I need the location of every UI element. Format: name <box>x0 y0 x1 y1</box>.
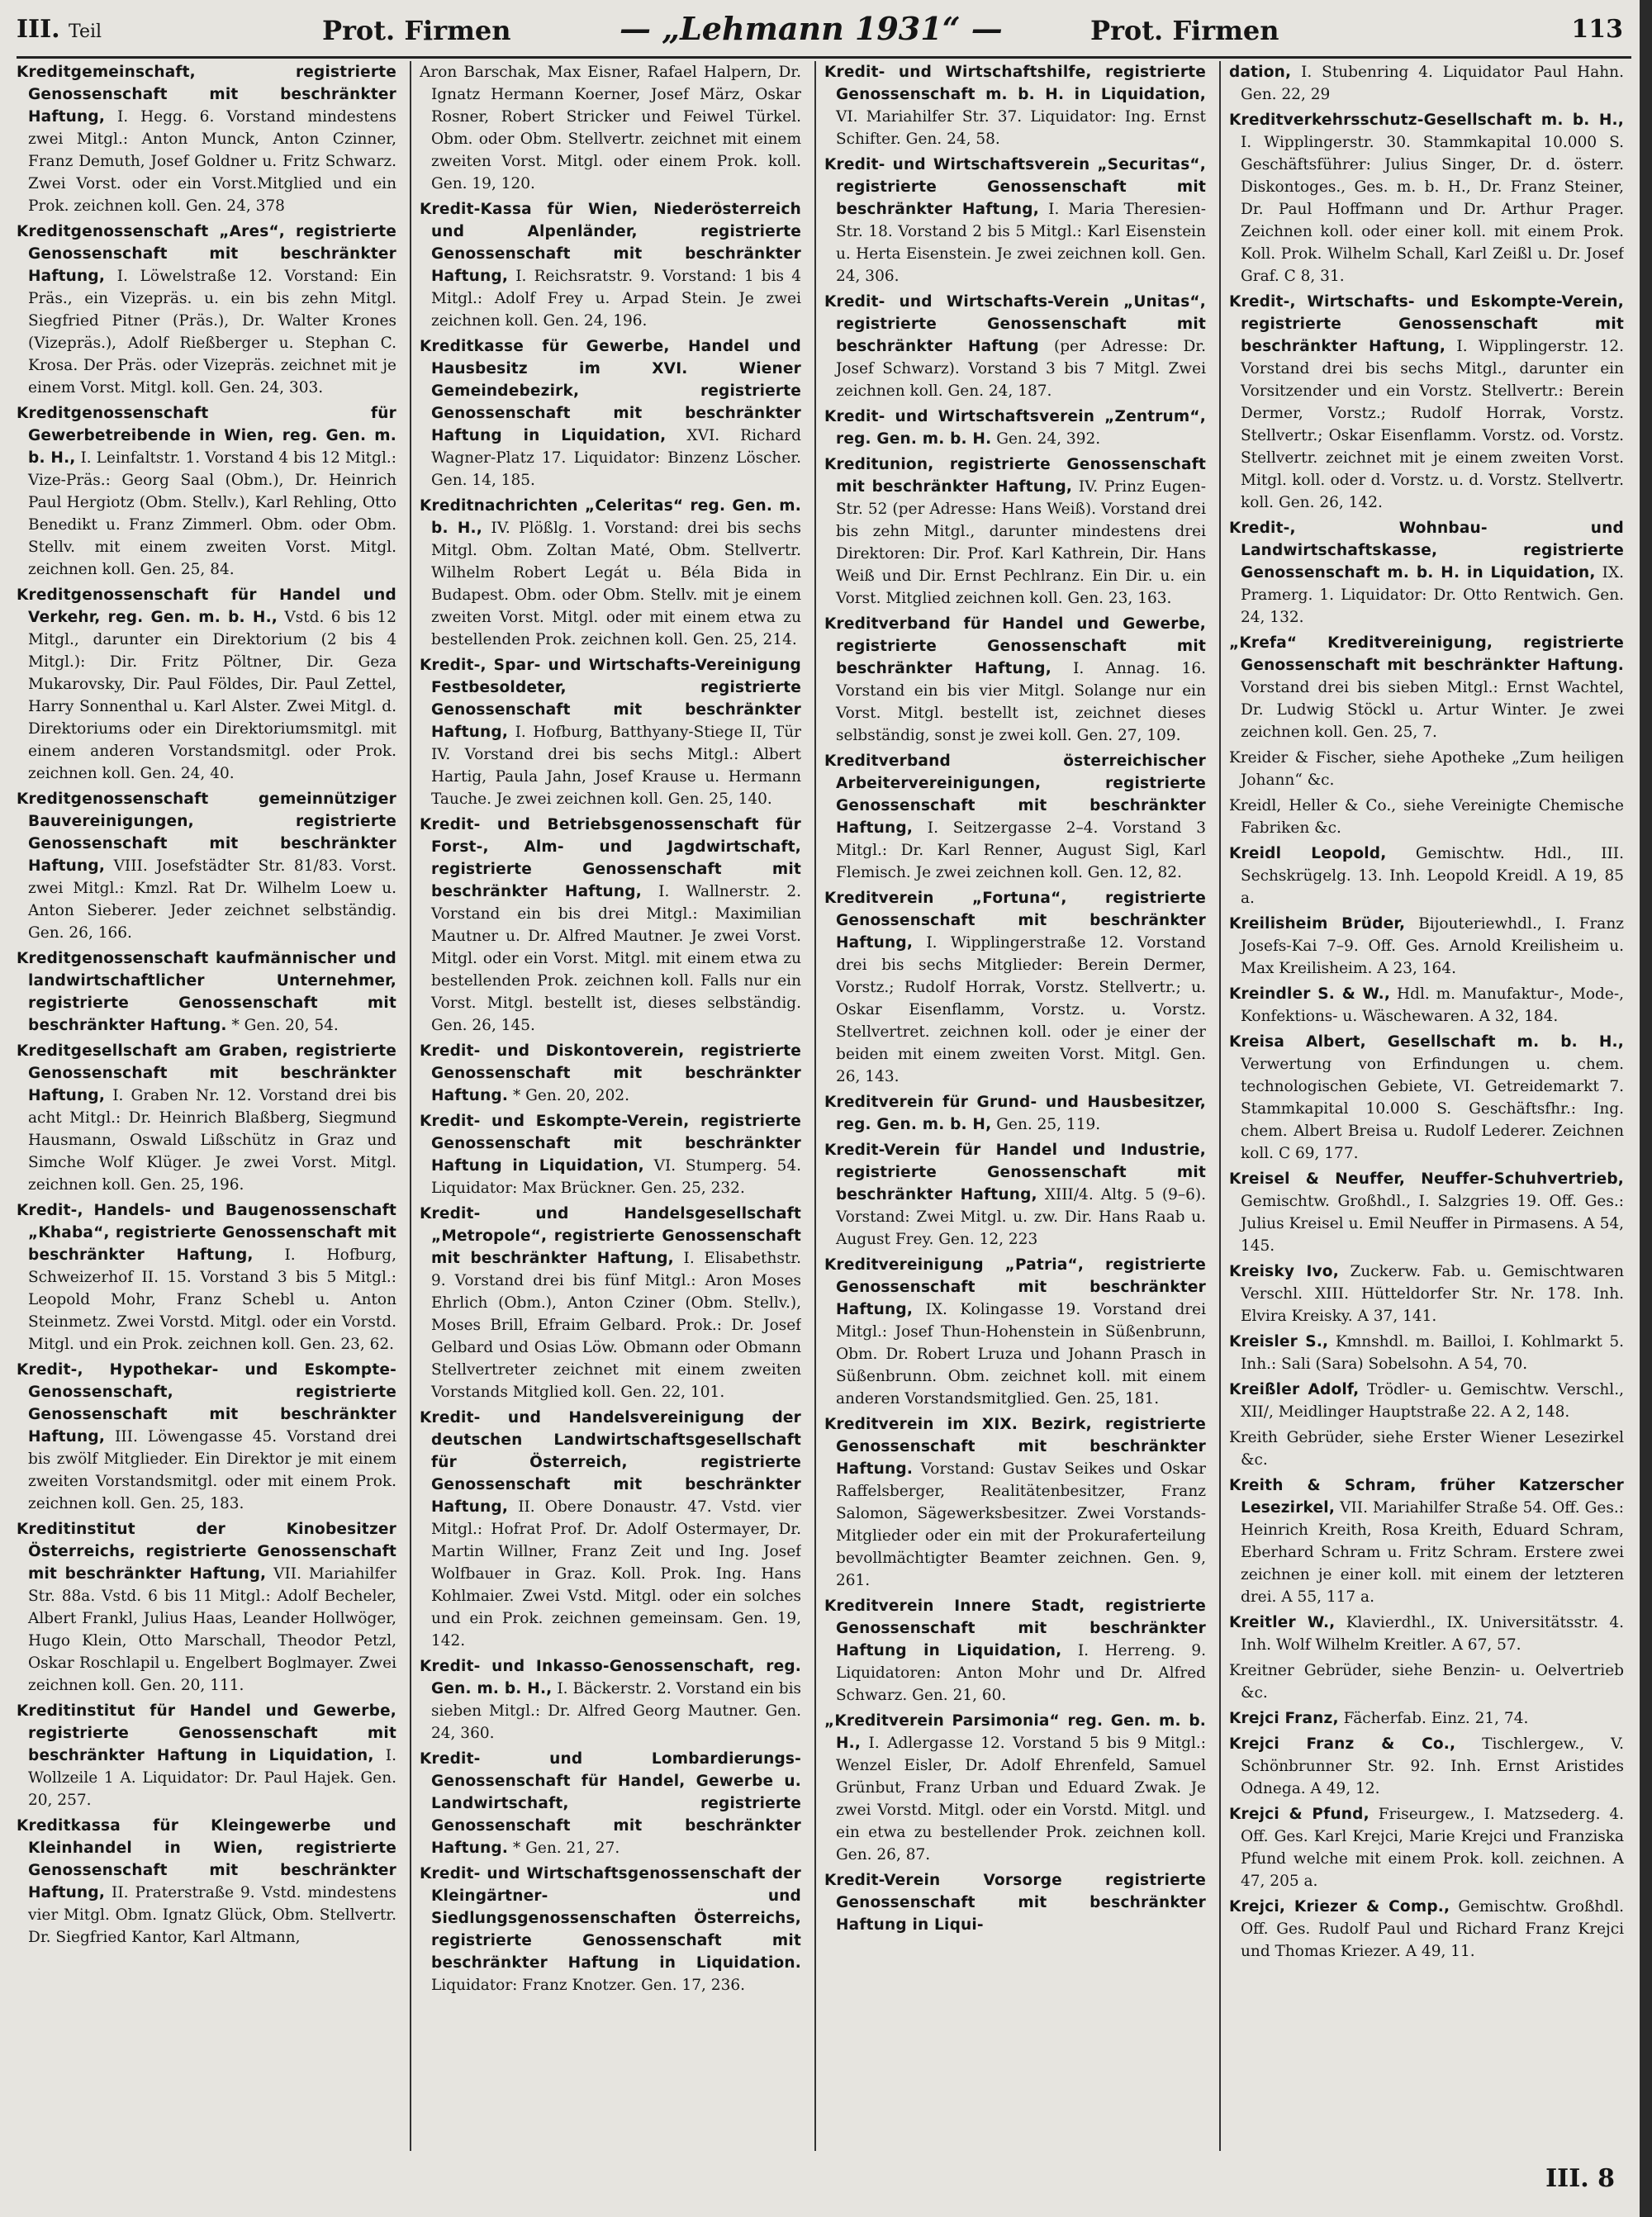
firm-details: Aron Barschak, Max Eisner, Rafael Halpern, Dr. Ignatz Hermann Koerner, Josef März, Oskar Rosner, Robert Stricker und Feiwel Türkel. Obm. oder Obm. Stellvertr. zeichnet mit einem zweiten Vorst. Mitgl. oder einem Prok. koll. Gen. 19, 120. <box>420 64 801 192</box>
firm-details: I. Herreng. 9. Liquidatoren: Anton Mohr und Dr. Alfred Schwarz. Gen. 21, 60. <box>836 1642 1206 1704</box>
firm-name: Kredit- und Betriebsgenossenschaft für Forst-, Alm- und Jagdwirtschaft, registrierte Genossenschaft mit beschränkter Haftung, <box>420 816 801 900</box>
firm-name: Kredit- und Lombardierungs-Genossenschaft für Handel, Gewerbe u. Landwirtschaft, registrierte Genossenschaft mit beschränkter Haftung. <box>420 1750 801 1857</box>
firm-details: VII. Mariahilfer Str. 88a. Vstd. 6 bis 11 Mitgl.: Adolf Becheler, Albert Frankl, Julius Haas, Leander Hollwöger, Hugo Klein, Otto Marschall, Theodor Petzl, Oskar Roschlapil u. Engelbert Boglmayer. Zwei zeichnen koll. Gen. 20, 111. <box>28 1565 396 1694</box>
firm-details: VI. Stumperg. 54. Liquidator: Max Brückner. Gen. 25, 232. <box>431 1157 801 1197</box>
firm-details: Friseurgew., I. Matzsederg. 4. Off. Ges. Karl Krejci, Marie Krejci und Franziska Pfund welche mit einem Prok. koll. zeichnen. A 47, 205 a. <box>1241 1806 1624 1890</box>
directory-entry <box>824 406 1206 450</box>
directory-entry <box>1229 291 1624 514</box>
page-header <box>17 7 1631 59</box>
firm-name: Kreisel & Neuffer, Neuffer-Schuhvertrieb, <box>1229 1170 1624 1188</box>
firm-name: Kreditgemeinschaft, registrierte Genossenschaft mit beschränkter Haftung, <box>17 64 396 126</box>
firm-name: Kredit- und Handelsvereinigung der deutschen Landwirtschaftsgesellschaft für Österreich, registrierte Genossenschaft mit beschränkter Haftung, <box>420 1409 801 1516</box>
directory-entry <box>824 453 1206 610</box>
firm-name: Kreditverein „Fortuna“, registrierte Genossenschaft mit beschränkter Haftung, <box>824 890 1206 952</box>
firm-details: VI. Mariahilfer Str. 37. Liquidator: Ing. Ernst Schifter. Gen. 24, 58. <box>836 108 1206 148</box>
header-left-title: Prot. Firmen <box>322 15 511 46</box>
column-divider <box>1219 61 1221 2151</box>
firm-details: I. Wallnerstr. 2. Vorstand ein bis drei Mitgl.: Maximilian Mautner u. Dr. Alfred Mautner. Je zwei Vorst. Mitgl. oder ein Vorst. Mitgl. mit einem etwa zu bestellenden Prok. zeichnen koll. Falls nur ein Vorst. Mitgl. bestellt ist, dieses selbständig. Gen. 26, 145. <box>431 883 801 1034</box>
directory-entry <box>1229 109 1624 287</box>
firm-name: Kreditinstitut der Kinobesitzer Österreichs, registrierte Genossenschaft mit beschränkter Haftung, <box>17 1521 396 1583</box>
directory-entry <box>17 61 396 217</box>
header-center-title: — „Lehmann 1931“ — <box>620 10 1003 47</box>
column-2 <box>420 61 801 2151</box>
firm-details: Gemischtw. Großhdl. Off. Ges. Rudolf Paul und Richard Franz Krejci und Thomas Kriezer. A 49, 11. <box>1241 1898 1624 1960</box>
firm-details: II. Praterstraße 9. Vstd. mindestens vier Mitgl. Obm. Ignatz Glück, Obm. Stellvertr. Dr. Siegfried Kantor, Karl Altmann, <box>28 1884 396 1946</box>
firm-details: Kreith Gebrüder, siehe Erster Wiener Lesezirkel &c. <box>1229 1429 1624 1469</box>
firm-name: Krejci Franz, <box>1229 1710 1339 1727</box>
firm-details: I. Seitzergasse 2–4. Vorstand 3 Mitgl.: Dr. Karl Renner, August Sigl, Karl Flemisch. Je zwei zeichnen koll. Gen. 12, 82. <box>836 819 1206 881</box>
firm-details: Trödler- u. Gemischtw. Verschl., XII/, Meidlinger Hauptstraße 22. A 2, 148. <box>1241 1381 1624 1421</box>
directory-entry <box>420 1655 801 1745</box>
directory-entry <box>824 1710 1206 1866</box>
firm-details: Verwertung von Erfindungen u. chem. technologischen Gebiete, VI. Getreidemarkt 7. Stammkapital 10.000 S. Geschäftsfhr.: Ing. chem. Albert Breisa u. Rudolf Lederer. Zeichnen koll. C 69, 177. <box>1241 1056 1624 1162</box>
directory-entry <box>420 1748 801 1859</box>
firm-name: Kreindler S. & W., <box>1229 985 1391 1003</box>
firm-name: Kredit-, Wirtschafts- und Eskompte-Verein, registrierte Genossenschaft mit beschränkter Haftung, <box>1229 293 1624 355</box>
firm-name: Kreditgesellschaft am Graben, registrierte Genossenschaft mit beschränkter Haftung, <box>17 1042 396 1104</box>
firm-details: I. Wipplingerstraße 12. Vorstand drei bis sechs Mitglieder: Berein Dermer, Vorstz.; Rudolf Horrak, Vorstz. Stellvertr.; u. Oskar Eisenflamm, Vorstz. u. Vorstz. Stellvertret. zeichnen koll. oder je einer der beiden mit einem zweiten Vorst. Mitgl. Gen. 26, 143. <box>836 934 1206 1085</box>
firm-details: Gemischtw. Großhdl., I. Salzgries 19. Off. Ges.: Julius Kreisel u. Emil Neuffer in Pirmasens. A 54, 145. <box>1241 1193 1624 1255</box>
directory-entry <box>824 1091 1206 1136</box>
firm-details: I. Stubenring 4. Liquidator Paul Hahn. Gen. 22, 29 <box>1241 64 1624 103</box>
firm-details: I. Hofburg, Batthyany-Stiege II, Tür IV. Vorstand drei bis sechs Mitgl.: Albert Hartig, Paula Jahn, Josef Krause u. Hermann Tauche. Je zwei zeichnen koll. Gen. 25, 140. <box>431 724 801 808</box>
firm-name: Kredit- und Diskontoverein, registrierte Genossenschaft mit beschränkter Haftung. <box>420 1042 801 1104</box>
firm-name: Kreith & Schram, früher Katzerscher Lesezirkel, <box>1229 1477 1624 1517</box>
firm-name: Krejci & Pfund, <box>1229 1806 1370 1823</box>
firm-details: Vorstand drei bis sieben Mitgl.: Ernst Wachtel, Dr. Ludwig Stöckl u. Artur Winter. Je zwei zeichnen koll. Gen. 25, 7. <box>1241 679 1624 741</box>
firm-details: Liquidator: Franz Knotzer. Gen. 17, 236. <box>431 1977 745 1994</box>
directory-entry <box>824 291 1206 402</box>
directory-entry <box>1229 1379 1624 1423</box>
directory-entry <box>420 654 801 810</box>
directory-entry <box>420 495 801 651</box>
directory-entry <box>17 1518 396 1697</box>
directory-entry <box>17 1199 396 1355</box>
firm-name: Kreditkassa für Kleingewerbe und Kleinhandel in Wien, registrierte Genossenschaft mit beschränkter Haftung, <box>17 1817 396 1901</box>
firm-name: Kreditvereinigung „Patria“, registrierte Genossenschaft mit beschränkter Haftung, <box>824 1256 1206 1318</box>
firm-details: (per Adresse: Dr. Josef Schwarz). Vorstand 3 bis 7 Mitgl. Zwei zeichnen koll. Gen. 24, 187. <box>836 338 1206 400</box>
firm-details: Kmnshdl. m. Bailloi, I. Kohlmarkt 5. Inh.: Sali (Sara) Sobelsohn. A 54, 70. <box>1241 1333 1624 1373</box>
firm-details: Gemischtw. Hdl., III. Sechskrügelg. 13. Inh. Leopold Kreidl. A 19, 85 a. <box>1241 845 1624 907</box>
firm-name: Kredit- und Handelsgesellschaft „Metropole“, registrierte Genossenschaft mit beschränkter Haftung, <box>420 1205 801 1267</box>
directory-entry <box>1229 517 1624 629</box>
directory-entry <box>1229 1260 1624 1327</box>
part-label: Teil <box>69 21 102 42</box>
firm-name: Kreditverband für Handel und Gewerbe, registrierte Genossenschaft mit beschränkter Haftung, <box>824 615 1206 677</box>
directory-entry <box>420 1407 801 1652</box>
directory-entry <box>1229 913 1624 980</box>
firm-details: I. Wollzeile 1 A. Liquidator: Dr. Paul Hajek. Gen. 20, 257. <box>28 1747 396 1809</box>
firm-details: IX. Kolingasse 19. Vorstand drei Mitgl.: Josef Thun-Hohenstein in Süßenbrunn, Obm. Dr. Robert Lruza und Johann Prasch in Süßenbrunn. Obm. zeichnet koll. mit einem anderen Vorstandsmitglied. Gen. 25, 181. <box>836 1301 1206 1408</box>
firm-details: I. Leinfaltstr. 1. Vorstand 4 bis 12 Mitgl.: Vize-Präs.: Georg Saal (Obm.), Dr. Heinrich Paul Hergiotz (Obm. Stellv.), Karl Rehling, Otto Benedikt u. Franz Zimmerl. Obm. oder Obm. Stellv. mit einem zweiten Vorst. Mitgl. zeichnen koll. Gen. 25, 84. <box>28 449 396 578</box>
firm-name: Kreditunion, registrierte Genossenschaft mit beschränkter Haftung, <box>824 456 1206 496</box>
directory-entry <box>1229 1612 1624 1656</box>
firm-name: Kreditgenossenschaft „Ares“, registrierte Genossenschaft mit beschränkter Haftung, <box>17 223 396 285</box>
directory-entry <box>1229 843 1624 909</box>
directory-entry <box>1229 1474 1624 1608</box>
firm-name: Kredit-Verein für Handel und Industrie, registrierte Genossenschaft mit beschränkter Haftung, <box>824 1142 1206 1203</box>
directory-entry <box>1229 795 1624 839</box>
firm-name: Kreditgenossenschaft für Handel und Verkehr, reg. Gen. m. b. H., <box>17 586 396 626</box>
directory-entry <box>824 1869 1206 1936</box>
firm-name: Kreditverband österreichischer Arbeitervereinigungen, registrierte Genossenschaft mit beschränkter Haftung, <box>824 752 1206 837</box>
firm-name: Kreilisheim Brüder, <box>1229 915 1406 933</box>
firm-name: Kreisky Ivo, <box>1229 1263 1339 1280</box>
header-right-title: Prot. Firmen <box>1090 15 1279 46</box>
firm-name: Kredit- und Wirtschaftsverein „Zentrum“, reg. Gen. m. b. H. <box>824 408 1206 448</box>
firm-name: Kredit-, Hypothekar- und Eskompte-Genossenschaft, registrierte Genossenschaft mit beschränkter Haftung, <box>17 1361 396 1446</box>
firm-name: Kredit-Kassa für Wien, Niederösterreich und Alpenländer, registrierte Genossenschaft mit beschränkter Haftung, <box>420 201 801 285</box>
firm-details: I. Hofburg, Schweizerhof II. 15. Vorstand 3 bis 5 Mitgl.: Leopold Mohr, Franz Schebl u. Anton Steinmetz. Zwei Vorstd. Mitgl. oder ein Vorstd. Mitgl. und ein Prok. zeichnen koll. Gen. 23, 62. <box>28 1246 396 1353</box>
firm-name: Kredit-, Wohnbau- und Landwirtschaftskasse, registrierte Genossenschaft m. b. H. in Liquidation, <box>1229 520 1624 582</box>
directory-entry <box>1229 1707 1624 1730</box>
firm-details: VII. Mariahilfer Straße 54. Off. Ges.: Heinrich Kreith, Rosa Kreith, Eduard Schram, Eberhard Schram u. Fritz Schram. Erstere zwei zeichnen je einer koll. mit einem der letzteren drei. A 55, 117 a. <box>1241 1499 1624 1606</box>
firm-name: „Kreditverein Parsimonia“ reg. Gen. m. b. H., <box>824 1712 1206 1752</box>
firm-details: XIII/4. Altg. 5 (9–6). Vorstand: Zwei Mitgl. u. zw. Dir. Hans Raab u. August Frey. Gen. 12, 223 <box>836 1186 1206 1248</box>
firm-name: Kreidl Leopold, <box>1229 845 1387 862</box>
directory-entry <box>824 887 1206 1088</box>
firm-name: Kreisler S., <box>1229 1333 1329 1351</box>
column-1 <box>17 61 396 2151</box>
firm-details: Gen. 24, 392. <box>996 430 1101 448</box>
firm-details: Fächerfab. Einz. 21, 74. <box>1343 1710 1529 1727</box>
firm-name: Kreditverein im XIX. Bezirk, registrierte Genossenschaft mit beschränkter Haftung. <box>824 1416 1206 1478</box>
firm-name: Kredit-Verein Vorsorge registrierte Genossenschaft mit beschränkter Haftung in Liqui- <box>824 1872 1206 1934</box>
directory-entry <box>17 1040 396 1196</box>
directory-entry <box>420 1110 801 1199</box>
directory-entry <box>17 584 396 785</box>
directory-entry <box>1229 61 1624 106</box>
firm-name: dation, <box>1229 64 1292 81</box>
directory-entry <box>1229 1331 1624 1375</box>
firm-name: Kredit- und Eskompte-Verein, registrierte Genossenschaft mit beschränkter Haftung in Liquidation, <box>420 1113 801 1175</box>
firm-details: Gen. 25, 119. <box>996 1116 1101 1133</box>
firm-details: Tischlergew., V. Schönbrunner Str. 92. Inh. Ernst Aristides Odnega. A 49, 12. <box>1241 1735 1624 1797</box>
firm-details: IV. Plößlg. 1. Vorstand: drei bis sechs Mitgl. Obm. Zoltan Maté, Obm. Stellvertr. Wilhelm Robert Legát u. Béla Bida in Budapest. Obm. oder Obm. Stellv. mit je einem zweiten Vorst. Mitgl. oder mit einem etwa zu bestellenden Prok. zeichnen koll. Gen. 25, 214. <box>431 520 801 648</box>
directory-entry <box>17 1359 396 1515</box>
firm-details: I. Graben Nr. 12. Vorstand drei bis acht Mitgl.: Dr. Heinrich Blaßberg, Siegmund Hausmann, Oswald Lißschütz in Graz und Simche Wolf Klüger. Je zwei Vorst. Mitgl. zeichnen koll. Gen. 25, 196. <box>28 1087 396 1194</box>
column-4 <box>1229 61 1624 2151</box>
firm-details: I. Wipplingerstr. 12. Vorstand drei bis sechs Mitgl., darunter ein Vorsitzender und ein Vorstz. Stellvertr.: Berein Dermer, Vorstz.; Rudolf Horrak, Vorstz. Stellvertr.; Oskar Eisenflamm. Vorstz. od. Vorstz. Stellvertr. zeichnet mit je einem zweiten Vorst. Mitgl. koll. oder d. Vorstz. u. d. Vorstz. Stellvertr. koll. Gen. 26, 142. <box>1241 338 1624 511</box>
firm-name: Kredit- und Wirtschaftsgenossenschaft der Kleingärtner- und Siedlungsgenossenschaften Österreichs, registrierte Genossenschaft mit beschränkter Haftung in Liquidation. <box>420 1865 801 1972</box>
firm-details: I. Maria Theresien-Str. 18. Vorstand 2 bis 5 Mitgl.: Karl Eisenstein u. Herta Eisenstein. Je zwei zeichnen koll. Gen. 24, 306. <box>836 201 1206 285</box>
directory-entry <box>420 1040 801 1107</box>
firm-name: Kreditkasse für Gewerbe, Handel und Hausbesitz im XVI. Wiener Gemeindebezirk, registrierte Genossenschaft mit beschränkter Haftung in Liquidation, <box>420 338 801 444</box>
firm-name: Kreditverkehrsschutz-Gesellschaft m. b. H., <box>1229 112 1624 129</box>
directory-entry <box>420 61 801 195</box>
firm-name: Kreitler W., <box>1229 1614 1336 1631</box>
firm-name: Krejci Franz & Co., <box>1229 1735 1456 1753</box>
firm-details: Klavierdhl., IX. Universitätsstr. 4. Inh. Wolf Wilhelm Kreitler. A 67, 57. <box>1241 1614 1624 1654</box>
directory-entry <box>420 814 801 1037</box>
firm-details: Vorstand: Gustav Seikes und Oskar Raffelsberger, Realitätenbesitzer, Franz Salomon, Sägewerksbesitzer. Zwei Vorstands-Mitglieder oder ein mit der Prokuraferteilung bevollmächtigter Beamter zeichnen. Gen. 9, 261. <box>836 1460 1206 1589</box>
directory-entry <box>824 750 1206 884</box>
firm-details: * Gen. 20, 202. <box>512 1087 629 1104</box>
directory-entry <box>17 1700 396 1811</box>
directory-entry <box>1229 747 1624 791</box>
firm-name: Kreisa Albert, Gesellschaft m. b. H., <box>1229 1033 1624 1051</box>
firm-name: Kredit- und Wirtschaftshilfe, registrierte Genossenschaft m. b. H. in Liquidation, <box>824 64 1206 103</box>
firm-name: Krejci, Kriezer & Comp., <box>1229 1898 1450 1916</box>
directory-entry <box>17 221 396 399</box>
firm-name: Kredit-, Spar- und Wirtschafts-Vereinigung Festbesoldeter, registrierte Genossenschaft mit beschränkter Haftung, <box>420 657 801 741</box>
firm-name: Kreditgenossenschaft gemeinnütziger Bauvereinigungen, registrierte Genossenschaft mit beschränkter Haftung, <box>17 790 396 875</box>
column-divider <box>814 61 816 2151</box>
directory-entry <box>1229 1427 1624 1471</box>
signature-mark: III. 8 <box>1545 2164 1615 2193</box>
firm-details: Vstd. 6 bis 12 Mitgl., darunter ein Direktorium (2 bis 4 Mitgl.): Dir. Fritz Pöltner, Dir. Geza Mukarovsky, Dir. Paul Földes, Dir. Paul Zettel, Harry Sonnenthal u. Karl Alster. Zwei Mitgl. d. Direktoriums oder ein Direktoriumsmitgl. mit einem anderen Vorstandsmitgl. oder Prok. zeichnen koll. Gen. 24, 40. <box>28 609 396 782</box>
directory-entry <box>17 947 396 1037</box>
directory-entry <box>1229 983 1624 1028</box>
firm-name: Kredit- und Inkasso-Genossenschaft, reg. Gen. m. b. H., <box>420 1658 801 1697</box>
directory-entry <box>1229 1803 1624 1892</box>
directory-entry <box>824 613 1206 747</box>
page-edge-shadow <box>1640 0 1652 2217</box>
firm-name: Kreditgenossenschaft kaufmännischer und landwirtschaftlicher Unternehmer, registrierte Genossenschaft mit beschränkter Haftung. <box>17 950 396 1034</box>
firm-details: Hdl. m. Manufaktur-, Mode-, Konfektions- u. Wäschewaren. A 32, 184. <box>1241 985 1624 1025</box>
directory-entry <box>17 788 396 944</box>
directory-entry <box>1229 1659 1624 1704</box>
directory-entry <box>824 1413 1206 1592</box>
firm-details: I. Reichsratstr. 9. Vorstand: 1 bis 4 Mitgl.: Adolf Frey u. Arpad Stein. Je zwei zeichnen koll. Gen. 24, 196. <box>431 268 801 330</box>
firm-name: Kreditinstitut für Handel und Gewerbe, registrierte Genossenschaft mit beschränkter Haftung in Liquidation, <box>17 1702 396 1764</box>
firm-name: Kredit- und Wirtschafts-Verein „Unitas“, registrierte Genossenschaft mit beschränkter Haftung <box>824 293 1206 355</box>
firm-details: Bijouteriewhdl., I. Franz Josefs-Kai 7–9. Off. Ges. Arnold Kreilisheim u. Max Kreilisheim. A 23, 164. <box>1241 915 1624 977</box>
directory-entry <box>824 61 1206 150</box>
column-divider <box>410 61 411 2151</box>
directory-entry <box>824 154 1206 287</box>
directory-entry <box>420 1203 801 1403</box>
firm-name: Kreditnachrichten „Celeritas“ reg. Gen. m. b. H., <box>420 497 801 537</box>
firm-details: * Gen. 21, 27. <box>512 1840 620 1857</box>
directory-entry <box>420 198 801 332</box>
directory-entry <box>17 1815 396 1949</box>
directory-entry <box>1229 1896 1624 1963</box>
firm-name: Kreißler Adolf, <box>1229 1381 1360 1398</box>
directory-entry <box>1229 1168 1624 1257</box>
firm-details: Kreidl, Heller & Co., siehe Vereinigte Chemische Fabriken &c. <box>1229 797 1624 837</box>
part-number: III. Teil <box>17 15 102 44</box>
firm-details: II. Obere Donaustr. 47. Vstd. vier Mitgl.: Hofrat Prof. Dr. Adolf Ostermayer, Dr. Martin Willner, Franz Zeit und Ing. Josef Wolfbauer in Graz. Koll. Prok. Ing. Hans Kohlmaier. Zwei Vstd. Mitgl. oder ein solches und ein Prok. zeichnen gemeinsam. Gen. 19, 142. <box>431 1498 801 1650</box>
firm-name: Kreditverein Innere Stadt, registrierte Genossenschaft mit beschränkter Haftung in Liquidation, <box>824 1597 1206 1659</box>
firm-details: Kreitner Gebrüder, siehe Benzin- u. Oelvertrieb &c. <box>1229 1662 1624 1702</box>
firm-details: VIII. Josefstädter Str. 81/83. Vorst. zwei Mitgl.: Kmzl. Rat Dr. Wilhelm Loew u. Anton Sieberer. Jeder zeichnet selbständig. Gen. 26, 166. <box>28 857 396 942</box>
firm-details: Zuckerw. Fab. u. Gemischtwaren Verschl. XIII. Hütteldorfer Str. Nr. 178. Inh. Elvira Kreisky. A 37, 141. <box>1241 1263 1624 1325</box>
text-columns <box>17 61 1631 2151</box>
page-number: 113 <box>1571 15 1623 44</box>
firm-details: XVI. Richard Wagner-Platz 17. Liquidator: Binzenz Löscher. Gen. 14, 185. <box>431 427 801 489</box>
firm-details: Kreider & Fischer, siehe Apotheke „Zum heiligen Johann“ &c. <box>1229 749 1624 789</box>
firm-details: * Gen. 20, 54. <box>231 1017 339 1034</box>
column-3 <box>824 61 1206 2151</box>
firm-details: I. Löwelstraße 12. Vorstand: Ein Präs., ein Vizepräs. u. ein bis zehn Mitgl. Siegfried Pitner (Präs.), Dr. Walter Krones (Vizepräs.), Adolf Rießberger u. Stephan C. Krosa. Der Präs. oder Vizepräs. zeichnet mit je einem Vorst. Mitgl. koll. Gen. 24, 303. <box>28 268 396 396</box>
firm-details: I. Wipplingerstr. 30. Stammkapital 10.000 S. Geschäftsführer: Julius Singer, Dr. d. österr. Diskontoges., Ges. m. b. H., Dr. Franz Steiner, Dr. Paul Hoffmann und Dr. Arthur Prager. Zeichnen koll. oder einer koll. mit einem Prok. Koll. Prok. Wilhelm Schall, Karl Zeißl u. Dr. Josef Graf. C 8, 31. <box>1241 134 1624 285</box>
firm-details: IV. Prinz Eugen-Str. 52 (per Adresse: Hans Weiß). Vorstand drei bis zehn Mitgl., darunter mindestens drei Direktoren: Dir. Prof. Karl Kathrein, Dir. Hans Weiß und Dir. Ernst Pechlranz. Ein Dir. u. ein Vorst. Mitglied zeichnen koll. Gen. 23, 163. <box>836 478 1206 607</box>
firm-name: Kredit- und Wirtschaftsverein „Securitas“, registrierte Genossenschaft mit beschränkter Haftung, <box>824 156 1206 218</box>
firm-name: Kredit-, Handels- und Baugenossenschaft „Khaba“, registrierte Genossenschaft mit beschränkter Haftung, <box>17 1202 396 1264</box>
directory-entry <box>824 1254 1206 1410</box>
directory-entry <box>1229 1733 1624 1800</box>
directory-entry <box>1229 632 1624 743</box>
firm-details: I. Hegg. 6. Vorstand mindestens zwei Mitgl.: Anton Munck, Anton Czinner, Franz Demuth, Josef Goldner u. Fritz Schwarz. Zwei Vorst. oder ein Vorst.Mitglied und ein Prok. zeichnen koll. Gen. 24, 378 <box>28 108 396 215</box>
directory-entry <box>17 402 396 581</box>
firm-details: IX. Pramerg. 1. Liquidator: Dr. Otto Rentwich. Gen. 24, 132. <box>1241 564 1624 626</box>
firm-name: Kreditverein für Grund- und Hausbesitzer, reg. Gen. m. b. H, <box>824 1094 1206 1133</box>
firm-details: I. Adlergasse 12. Vorstand 5 bis 9 Mitgl.: Wenzel Eisler, Dr. Adolf Ehrenfeld, Samuel Grünbut, Franz Urban und Eduard Zwak. Je zwei Vorstd. Mitgl. oder ein Vorstd. Mitgl. und ein etwa zu bestellender Prok. zeichnen koll. Gen. 26, 87. <box>836 1735 1206 1863</box>
firm-name: Kreditgenossenschaft für Gewerbetreibende in Wien, reg. Gen. m. b. H., <box>17 405 396 467</box>
directory-entry <box>824 1139 1206 1251</box>
directory-entry <box>420 1863 801 1996</box>
directory-entry <box>824 1595 1206 1707</box>
firm-name: „Krefa“ Kreditvereinigung, registrierte Genossenschaft mit beschränkter Haftung. <box>1229 634 1624 674</box>
firm-details: I. Elisabethstr. 9. Vorstand drei bis fünf Mitgl.: Aron Moses Ehrlich (Obm.), Anton Cziner (Obm. Stellv.), Moses Brill, Efraim Gelbard. Prok.: Dr. Josef Gelbard und Osias Löw. Obmann oder Obmann Stellvertreter zeichnet mit einem zweiten Vorstands Mitglied koll. Gen. 22, 101. <box>431 1250 801 1401</box>
firm-details: I. Annag. 16. Vorstand ein bis vier Mitgl. Solange nur ein Vorst. Mitgl. bestellt ist, zeichnet dieses selbständig, sonst je zwei koll. Gen. 27, 109. <box>836 660 1206 744</box>
firm-details: III. Löwengasse 45. Vorstand drei bis zwölf Mitglieder. Ein Direktor je mit einem zweiten Vorstandsmitgl. oder mit einem Prok. zeichnen koll. Gen. 25, 183. <box>28 1428 396 1512</box>
firm-details: I. Bäckerstr. 2. Vorstand ein bis sieben Mitgl.: Dr. Alfred Georg Mautner. Gen. 24, 360. <box>431 1680 801 1742</box>
directory-entry <box>420 335 801 491</box>
directory-entry <box>1229 1031 1624 1165</box>
